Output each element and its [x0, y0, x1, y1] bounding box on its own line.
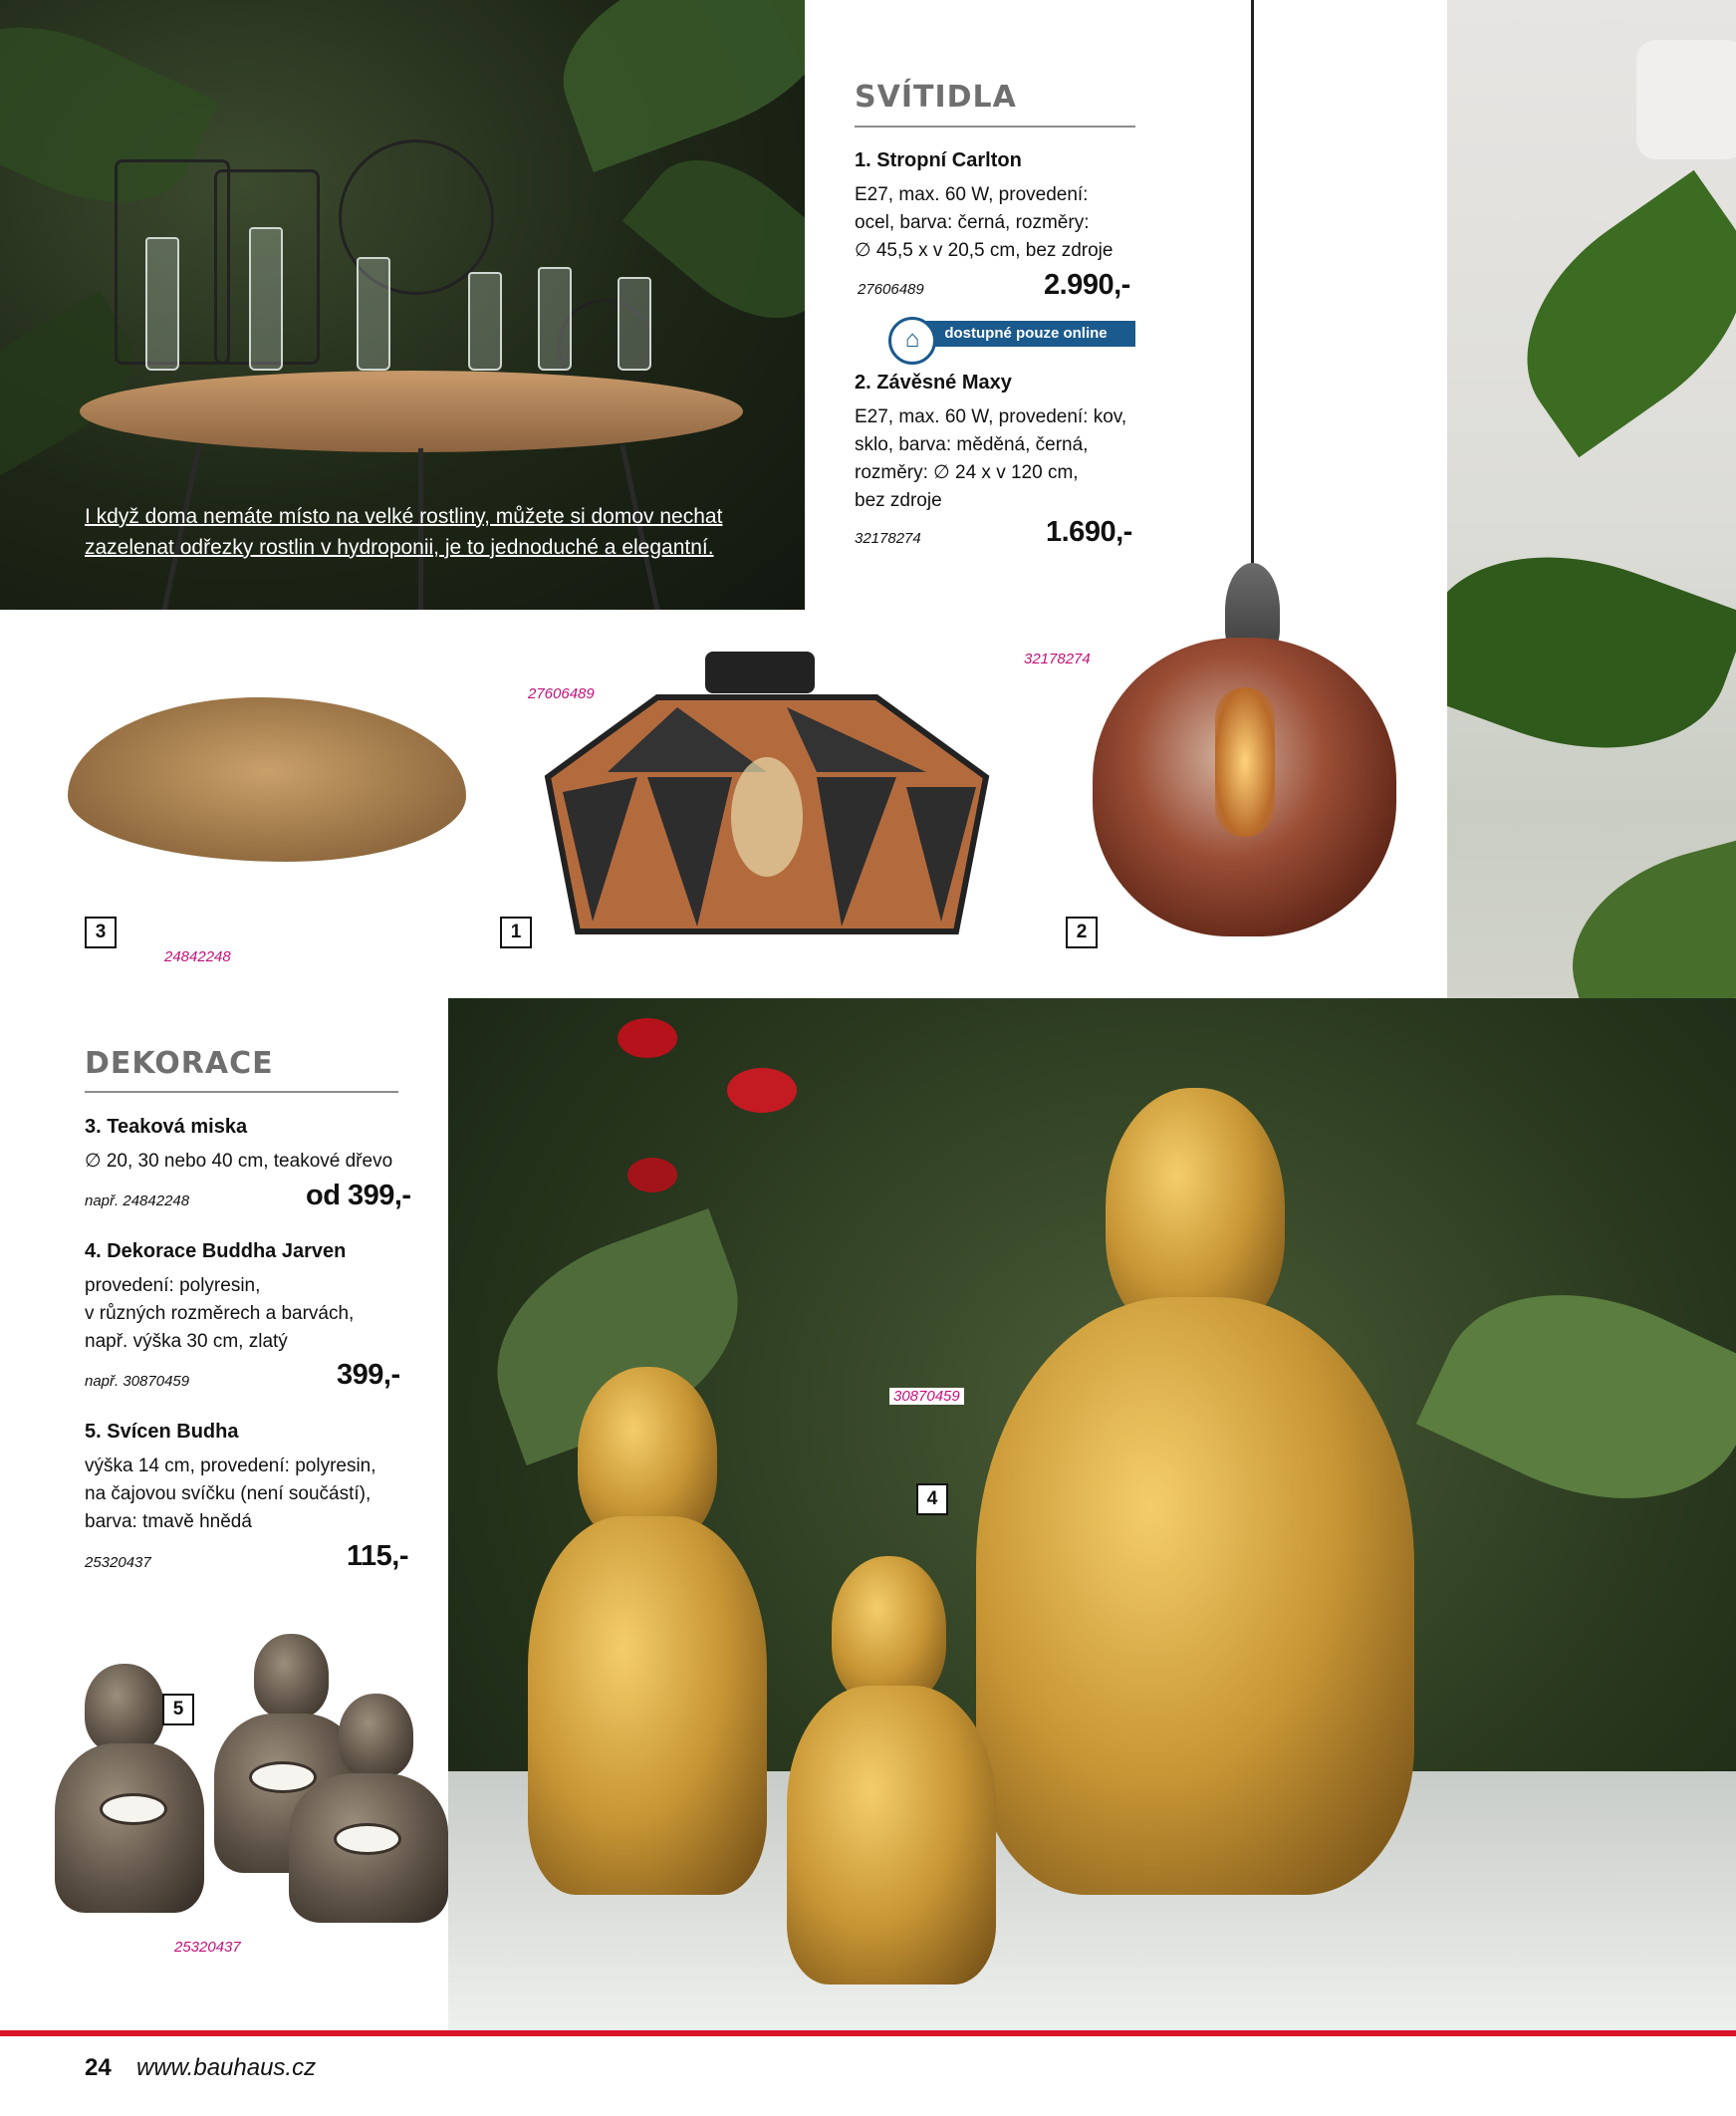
candle-sku-label: 25320437: [174, 1939, 241, 1956]
item4-desc-line: např. výška 30 cm, zlatý: [85, 1331, 288, 1352]
item4-sku: např. 30870459: [85, 1373, 190, 1390]
item2-desc-line: bez zdroje: [855, 490, 942, 511]
buddha-photo: [448, 998, 1736, 2030]
online-shop-icon: ⌂: [888, 317, 936, 365]
item2-desc: [855, 403, 1126, 515]
item5-title: 5. Svícen Budha: [85, 1421, 239, 1443]
item2-desc-line: E27, max. 60 W, provedení: kov,: [855, 406, 1127, 427]
item3-title: 3. Teaková miska: [85, 1116, 248, 1138]
item4-price: 399,-: [337, 1359, 400, 1391]
item1-desc-line: E27, max. 60 W, provedení:: [855, 184, 1089, 205]
buddha-number-badge: 4: [916, 1483, 948, 1515]
item3-sku: např. 24842248: [85, 1192, 190, 1209]
lights-section-rule: [855, 126, 1135, 128]
item1-title: 1. Stropní Carlton: [855, 149, 1022, 171]
item5-desc: [85, 1453, 376, 1536]
carlton-sku-label: 27606489: [528, 685, 595, 702]
item2-desc-line: rozměry: ∅ 24 x v 120 cm,: [855, 462, 1079, 483]
decor-section-title: DEKORACE: [85, 1046, 274, 1081]
pendant-cord: [1251, 0, 1254, 568]
item4-desc-line: provedení: polyresin,: [85, 1275, 261, 1296]
online-only-label: dostupné pouze online: [916, 321, 1135, 347]
item1-sku: 27606489: [858, 281, 924, 298]
item3-desc: [85, 1148, 392, 1176]
maxy-sku-label: 32178274: [1024, 651, 1091, 667]
item4-desc-line: v různých rozměrech a barvách,: [85, 1303, 355, 1324]
item5-desc-line: na čajovou svíčku (není součástí),: [85, 1483, 372, 1504]
hero-caption: [85, 501, 742, 563]
teak-bowl-image: [68, 697, 466, 862]
buddha-candle-holders-image: [55, 1634, 443, 1923]
item1-price: 2.990,-: [1044, 269, 1130, 301]
item1-desc-line: ocel, barva: černá, rozměry:: [855, 212, 1090, 233]
pendant-bulb: [1215, 687, 1275, 837]
hero-caption-line1: I když doma nemáte místo na velké rostliny, můžete si domov nechat: [85, 505, 723, 528]
item2-title: 2. Závěsné Maxy: [855, 372, 1012, 394]
item3-price: od 399,-: [306, 1180, 411, 1211]
item4-desc: [85, 1272, 354, 1356]
item1-desc: [855, 181, 1113, 265]
page-number: 24: [85, 2054, 112, 2081]
hydroponics-photo: [0, 0, 805, 610]
bowl-number-badge: 3: [85, 917, 117, 948]
lights-section-title: SVÍTIDLA: [855, 80, 1017, 115]
online-only-badge: [888, 317, 1135, 353]
item5-desc-line: výška 14 cm, provedení: polyresin,: [85, 1455, 376, 1476]
item5-price: 115,-: [347, 1540, 408, 1572]
buddha-sku-label: 30870459: [889, 1388, 964, 1405]
footer-rule: [0, 2030, 1736, 2036]
bowl-sku-label: 24842248: [164, 948, 231, 965]
maxy-number-badge: 2: [1066, 917, 1098, 948]
item4-title: 4. Dekorace Buddha Jarven: [85, 1240, 347, 1262]
item5-sku: 25320437: [85, 1554, 151, 1571]
item5-desc-line: barva: tmavě hnědá: [85, 1511, 252, 1532]
item2-price: 1.690,-: [1046, 516, 1132, 548]
item1-desc-line: ∅ 45,5 x v 20,5 cm, bez zdroje: [855, 240, 1114, 261]
decor-section-rule: [85, 1091, 398, 1093]
website-link[interactable]: www.bauhaus.cz: [136, 2054, 317, 2081]
carlton-number-badge: 1: [500, 917, 532, 948]
item2-sku: 32178274: [855, 530, 921, 547]
item3-desc-line: ∅ 20, 30 nebo 40 cm, teakové dřevo: [85, 1151, 393, 1172]
hero-caption-line2: zazelenat odřezky rostlin v hydroponii, je to jednoduché a elegantní.: [85, 536, 714, 559]
item2-desc-line: sklo, barva: měděná, černá,: [855, 434, 1089, 455]
candle-number-badge: 5: [162, 1694, 194, 1725]
